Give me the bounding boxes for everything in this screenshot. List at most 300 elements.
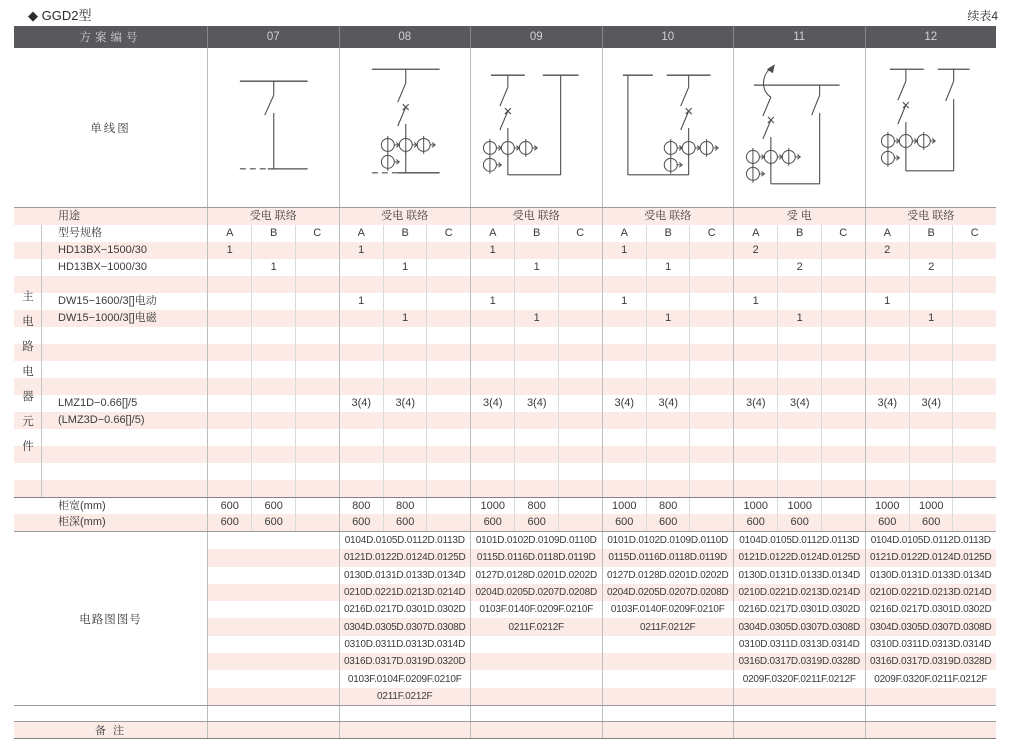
vertical-label-char: 主	[22, 291, 34, 303]
column-10-cell	[602, 225, 734, 242]
table-row	[14, 259, 996, 276]
value-cell	[821, 378, 864, 395]
value-cell	[866, 361, 909, 378]
value-cell	[952, 344, 995, 361]
row-label: HD13BX−1000/30	[58, 261, 147, 273]
column-09-cell	[470, 514, 602, 531]
circuit-code: 0115D.0116D.0118D.0119D	[471, 549, 602, 566]
value-cell	[866, 446, 909, 463]
value-cell	[340, 276, 383, 293]
circuit-code: 0316D.0317D.0319D.0320D	[340, 653, 471, 670]
value-cell	[514, 463, 557, 480]
scheme-number-header: 方案编号	[79, 32, 142, 44]
row-label: HD13BX−1500/30	[58, 244, 147, 256]
column-11-cell	[733, 498, 865, 514]
circuit-code	[208, 670, 339, 687]
value-cell	[558, 412, 601, 429]
column-07-cell	[207, 327, 339, 344]
remarks-cell	[207, 722, 339, 738]
column-09-cell	[470, 344, 602, 361]
column-09-cell	[470, 429, 602, 446]
value-cell: 3(4)	[351, 397, 372, 409]
value-cell	[952, 310, 995, 327]
remarks-label: 备 注	[94, 725, 127, 737]
spacer-cell	[339, 706, 471, 721]
column-12-cell	[865, 429, 997, 446]
value-cell: B	[777, 225, 820, 242]
value-cell: 600	[777, 514, 820, 531]
value-cell	[295, 242, 338, 259]
value-cell	[558, 463, 601, 480]
column-11-cell	[733, 429, 865, 446]
single-line-diagram-12	[865, 48, 997, 207]
value-cell	[952, 242, 995, 259]
row-label	[42, 446, 207, 463]
value-cell	[426, 344, 469, 361]
single-line-diagram-08	[339, 48, 471, 207]
value-cell	[295, 259, 338, 276]
column-10-cell	[602, 259, 734, 276]
value-cell: 2	[909, 259, 952, 276]
single-line-diagram-row	[14, 48, 996, 208]
value-cell	[952, 378, 995, 395]
column-09-cell	[470, 498, 602, 514]
value-cell: C	[295, 225, 338, 242]
value-cell	[821, 514, 864, 531]
value-cell	[295, 514, 338, 531]
value-cell	[777, 446, 820, 463]
value-cell: 1000	[743, 500, 768, 512]
column-11-cell	[733, 327, 865, 344]
single-line-diagram-label: 单线图	[90, 122, 131, 135]
column-10-cell	[602, 361, 734, 378]
value-cell	[514, 242, 557, 259]
circuit-code	[471, 670, 602, 687]
value-cell	[821, 327, 864, 344]
column-07-cell	[207, 446, 339, 463]
value-cell: 800	[646, 498, 689, 514]
value-cell	[558, 514, 601, 531]
value-cell: 2	[777, 259, 820, 276]
column-07-cell	[207, 429, 339, 446]
value-cell	[689, 463, 732, 480]
value-cell: 2	[884, 244, 891, 256]
circuit-code: 0103F.0140F.0209F.0210F	[610, 604, 725, 616]
circuit-code: 0316D.0317D.0319D.0328D	[866, 653, 997, 670]
value-cell	[426, 293, 469, 310]
table-row	[14, 344, 996, 361]
circuit-codes-column-10	[602, 532, 734, 705]
circuit-code	[866, 688, 997, 705]
value-cell: 1	[884, 295, 891, 307]
circuit-code	[603, 636, 734, 653]
remarks-cell	[602, 722, 734, 738]
row-label	[42, 276, 207, 293]
column-08-cell	[339, 259, 471, 276]
spacer-cell	[602, 706, 734, 721]
value-cell	[340, 344, 383, 361]
circuit-code: 0121D.0122D.0124D.0125D	[734, 549, 865, 566]
value-cell	[471, 463, 514, 480]
circuit-code: 0121D.0122D.0124D.0125D	[866, 549, 997, 566]
vertical-label-column-cell	[14, 242, 42, 259]
value-cell: 1	[226, 244, 233, 256]
spec-table	[14, 26, 996, 739]
column-12-cell	[865, 259, 997, 276]
value-cell	[208, 446, 251, 463]
circuit-code: 0310D.0311D.0313D.0314D	[344, 638, 466, 650]
column-09-cell	[470, 293, 602, 310]
value-cell: 600	[746, 516, 765, 528]
value-cell	[208, 463, 251, 480]
value-cell	[208, 276, 251, 293]
value-cell	[340, 446, 383, 463]
titlebar	[14, 5, 998, 24]
value-cell	[340, 412, 383, 429]
value-cell	[646, 327, 689, 344]
value-cell	[821, 361, 864, 378]
value-cell	[952, 293, 995, 310]
value-cell	[603, 463, 646, 480]
table-row	[14, 310, 996, 327]
circuit-code	[208, 688, 339, 705]
value-cell	[909, 344, 952, 361]
value-cell	[295, 361, 338, 378]
value-cell	[251, 242, 294, 259]
value-cell	[689, 446, 732, 463]
value-cell	[251, 446, 294, 463]
column-12-cell	[865, 395, 997, 412]
value-cell: 3(4)	[383, 395, 426, 412]
value-cell	[866, 480, 909, 497]
value-cell	[558, 344, 601, 361]
column-07-cell	[207, 208, 339, 225]
value-cell: A	[489, 227, 497, 239]
column-08-cell	[339, 208, 471, 225]
value-cell	[295, 480, 338, 497]
value-cell	[821, 446, 864, 463]
circuit-code: 0104D.0105D.0112D.0113D	[344, 535, 465, 547]
value-cell: 3(4)	[514, 395, 557, 412]
column-09-cell	[470, 480, 602, 497]
value-cell: 600	[251, 514, 294, 531]
value-cell	[471, 480, 514, 497]
vertical-label-char: 电	[22, 316, 34, 328]
circuit-code: 0130D.0131D.0133D.0134D	[869, 569, 992, 581]
value-cell: B	[514, 225, 557, 242]
value-cell	[909, 480, 952, 497]
value-cell	[734, 463, 777, 480]
circuit-diagram-number-section	[14, 532, 996, 706]
remarks-cell	[339, 722, 471, 738]
value-cell	[514, 429, 557, 446]
value-cell	[208, 259, 251, 276]
column-07-cell	[207, 378, 339, 395]
circuit-code: 0127D.0128D.0201D.0202D	[606, 569, 729, 581]
value-cell	[777, 463, 820, 480]
circuit-code: 0209F.0320F.0211F.0212F	[874, 673, 988, 685]
value-cell	[909, 446, 952, 463]
value-cell: A	[883, 227, 891, 239]
table-row	[14, 412, 996, 429]
value-cell	[689, 242, 732, 259]
value-cell	[251, 310, 294, 327]
value-cell	[471, 378, 514, 395]
value-cell	[603, 276, 646, 293]
value-cell	[734, 429, 777, 446]
column-10-cell	[602, 242, 734, 259]
column-10-cell	[602, 310, 734, 327]
value-cell	[603, 480, 646, 497]
value-cell	[340, 378, 383, 395]
value-cell: 3(4)	[614, 397, 635, 409]
row-label: 型号规格	[58, 227, 102, 239]
value-cell	[340, 259, 383, 276]
value-cell	[514, 344, 557, 361]
value-cell	[471, 446, 514, 463]
circuit-code: 0101D.0102D.0109D.0110D	[475, 535, 597, 547]
value-cell	[909, 276, 952, 293]
column-12-cell	[865, 480, 997, 497]
value-cell	[558, 310, 601, 327]
value-cell	[426, 327, 469, 344]
circuit-codes-column-09	[470, 532, 602, 705]
value-cell	[208, 310, 251, 327]
circuit-code: 0130D.0131D.0133D.0134D	[738, 569, 861, 581]
value-cell	[952, 463, 995, 480]
value-cell	[558, 498, 601, 514]
circuit-code	[208, 532, 339, 549]
row-label: 柜深(mm)	[58, 516, 106, 528]
value-cell	[909, 327, 952, 344]
value-cell	[426, 498, 469, 514]
value-cell	[603, 259, 646, 276]
column-header-08: 08	[339, 26, 471, 48]
value-cell	[646, 242, 689, 259]
value-cell	[734, 259, 777, 276]
value-cell	[866, 327, 909, 344]
value-cell	[646, 480, 689, 497]
value-cell	[471, 327, 514, 344]
value-cell	[208, 480, 251, 497]
value-cell	[295, 463, 338, 480]
column-12-cell	[865, 310, 997, 327]
value-cell: 600	[878, 516, 897, 528]
circuit-code	[603, 670, 734, 687]
value-cell: B	[646, 225, 689, 242]
value-cell	[909, 378, 952, 395]
value-cell	[909, 429, 952, 446]
circuit-codes-column-08	[339, 532, 471, 705]
value-cell: 3(4)	[745, 397, 766, 409]
value-cell	[383, 378, 426, 395]
value-cell: 1	[621, 295, 628, 307]
value-cell	[646, 463, 689, 480]
column-11-cell	[733, 446, 865, 463]
value-cell	[866, 378, 909, 395]
circuit-code: 0210D.0221D.0213D.0214D	[866, 584, 997, 601]
value-cell	[689, 327, 732, 344]
circuit-code: 0130D.0131D.0133D.0134D	[343, 569, 466, 581]
value-cell: 2	[752, 244, 759, 256]
circuit-code: 0211F.0212F	[340, 688, 471, 705]
value-cell	[251, 395, 294, 412]
continuation-note: 续表4	[967, 9, 998, 23]
column-08-cell	[339, 429, 471, 446]
value-cell	[295, 498, 338, 514]
value-cell	[383, 344, 426, 361]
circuit-code: 0103F.0140F.0209F.0210F	[479, 604, 594, 616]
column-07-cell	[207, 463, 339, 480]
value-cell	[821, 395, 864, 412]
circuit-code	[208, 636, 339, 653]
column-12-cell	[865, 463, 997, 480]
value-cell: 600	[483, 516, 502, 528]
column-07-cell	[207, 344, 339, 361]
value-cell	[603, 327, 646, 344]
value-cell	[777, 378, 820, 395]
value-cell: 1000	[777, 498, 820, 514]
value-cell: 1	[514, 310, 557, 327]
column-12-cell	[865, 225, 997, 242]
value-cell	[471, 276, 514, 293]
value-cell	[952, 480, 995, 497]
value-cell	[689, 480, 732, 497]
value-cell	[734, 378, 777, 395]
spec-rows	[14, 208, 996, 532]
value-cell	[821, 242, 864, 259]
value-cell	[952, 412, 995, 429]
column-12-cell	[865, 327, 997, 344]
main-circuit-components-vertical-label	[14, 288, 42, 454]
circuit-diagram-number-label: 电路图图号	[79, 613, 142, 626]
value-cell	[734, 480, 777, 497]
value-cell	[558, 378, 601, 395]
value-cell	[952, 259, 995, 276]
column-09-cell	[470, 446, 602, 463]
spacer-row	[14, 706, 996, 721]
column-09-cell	[470, 463, 602, 480]
column-08-cell	[339, 514, 471, 531]
value-cell	[383, 412, 426, 429]
value-cell	[295, 344, 338, 361]
value-cell	[821, 463, 864, 480]
value-cell	[471, 361, 514, 378]
circuit-code	[603, 653, 734, 670]
row-label: DW15−1600/3[]电动	[58, 295, 157, 307]
value-cell	[514, 327, 557, 344]
value-cell	[295, 378, 338, 395]
column-08-cell	[339, 463, 471, 480]
value-cell: 1	[383, 259, 426, 276]
value-cell: 1	[489, 244, 496, 256]
value-cell: 1000	[480, 500, 505, 512]
column-10-cell	[602, 480, 734, 497]
circuit-code: 0210D.0221D.0213D.0214D	[734, 584, 865, 601]
value-cell: 1	[909, 310, 952, 327]
row-label: DW15−1000/3[]电磁	[58, 312, 157, 324]
column-07-cell	[207, 480, 339, 497]
value-cell: 1	[383, 310, 426, 327]
circuit-code: 0216D.0217D.0301D.0302D	[343, 604, 466, 616]
value-cell	[952, 395, 995, 412]
value-cell	[251, 327, 294, 344]
circuit-code: 0310D.0311D.0313D.0314D	[870, 638, 992, 650]
value-cell	[514, 276, 557, 293]
value-cell	[471, 429, 514, 446]
column-10-cell	[602, 293, 734, 310]
value-cell	[952, 514, 995, 531]
table-row	[14, 514, 996, 531]
value-cell	[471, 310, 514, 327]
value-cell: 3(4)	[482, 397, 503, 409]
value-cell	[603, 361, 646, 378]
value-cell	[777, 276, 820, 293]
value-cell	[909, 361, 952, 378]
value-cell	[689, 259, 732, 276]
value-cell: 3(4)	[646, 395, 689, 412]
column-10-cell	[602, 327, 734, 344]
value-cell	[426, 361, 469, 378]
column-08-cell	[339, 327, 471, 344]
value-cell	[426, 446, 469, 463]
value-cell	[689, 514, 732, 531]
value-cell	[383, 327, 426, 344]
column-08-cell	[339, 395, 471, 412]
value-cell: A	[226, 227, 234, 239]
value-cell	[471, 344, 514, 361]
value-cell	[646, 293, 689, 310]
value-cell	[646, 429, 689, 446]
remarks-cell	[865, 722, 997, 738]
column-09-cell	[470, 208, 602, 225]
value-cell	[251, 361, 294, 378]
value-cell: C	[689, 225, 732, 242]
purpose-cell: 受电 联络	[249, 210, 297, 222]
value-cell	[295, 327, 338, 344]
value-cell: 1	[489, 295, 496, 307]
circuit-code	[471, 688, 602, 705]
value-cell	[383, 463, 426, 480]
value-cell	[514, 378, 557, 395]
column-07-cell	[207, 412, 339, 429]
value-cell	[821, 412, 864, 429]
column-08-cell	[339, 446, 471, 463]
table-row	[14, 293, 996, 310]
circuit-code: 0310D.0311D.0313D.0314D	[738, 638, 860, 650]
column-08-cell	[339, 276, 471, 293]
value-cell	[340, 361, 383, 378]
row-label	[42, 378, 207, 395]
column-11-cell	[733, 344, 865, 361]
value-cell	[821, 498, 864, 514]
column-11-cell	[733, 463, 865, 480]
circuit-code: 0216D.0217D.0301D.0302D	[738, 604, 861, 616]
row-label	[42, 344, 207, 361]
column-12-cell	[865, 361, 997, 378]
value-cell	[295, 310, 338, 327]
column-11-cell	[733, 361, 865, 378]
value-cell: 800	[514, 498, 557, 514]
circuit-code: 0210D.0221D.0213D.0214D	[340, 584, 471, 601]
value-cell	[952, 429, 995, 446]
value-cell	[208, 361, 251, 378]
column-09-cell	[470, 310, 602, 327]
value-cell	[295, 395, 338, 412]
value-cell	[734, 276, 777, 293]
value-cell	[558, 276, 601, 293]
value-cell	[208, 395, 251, 412]
